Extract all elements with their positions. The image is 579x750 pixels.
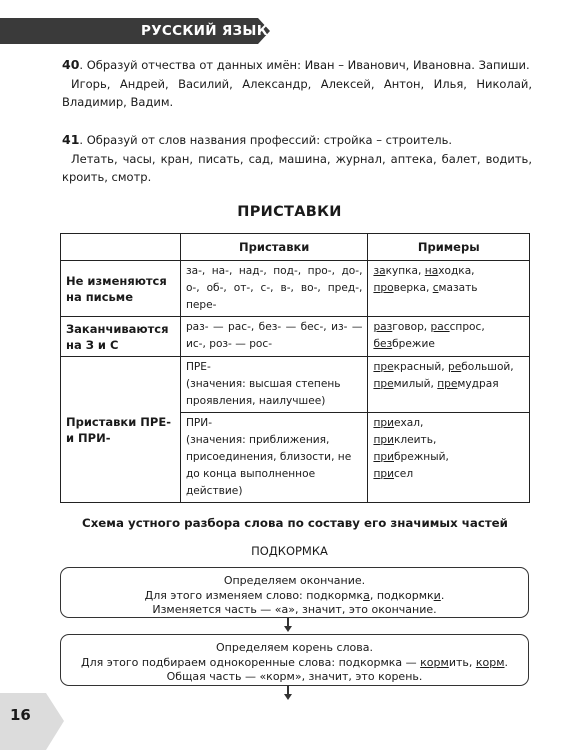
example-prefix: при [373,451,394,463]
row-category: Заканчиваются на З и С [61,317,181,357]
scheme-word: ПОДКОРМКА [251,544,328,558]
row-examples [368,261,530,317]
column-header: Приставки [180,234,367,261]
example-prefix: при [373,468,394,480]
step-line: Общая часть — «корм», значит, это корень. [166,670,423,683]
row-category: Не изменяются на письме [61,261,181,317]
example-prefix: без [373,338,393,350]
example-word: премилый, [373,378,438,390]
pre-cell [180,357,367,413]
example-word: разговор, [373,321,431,333]
exercise-number: 41 [62,132,80,147]
pre-heading: ПРЕ- [185,361,211,373]
example-prefix: пре [373,378,394,390]
pre-description: (значения: высшая степень проявления, наилучшее) [185,378,341,407]
step-line: Для этого подбираем однокоренные слова: подкормка — кормить, корм. [80,655,509,669]
example-word: проверка, [373,282,433,294]
example-prefix: за [373,265,386,277]
table-corner [61,234,181,261]
exercise-41 [62,131,532,187]
exercise-task: . Образуй отчества от данных имён: Иван – Иванович, Ивановна. Запиши. [79,58,530,72]
step-line: Для этого изменяем слово: подкормка, подкормки. [144,588,445,602]
example-word: приклеить, [373,434,437,446]
example-prefix: на [424,265,439,277]
example-prefix: при [373,417,394,429]
pri-examples [368,413,530,503]
step-box-ending [60,567,529,618]
pri-description: (значения: приближения, присоединения, близости, не до конца выполненное действие) [185,434,352,497]
example-prefix: рас [430,321,450,333]
exercise-list: Летать, часы, кран, писать, сад, машина, журнал, аптека, балет, водить, кроить, смотр. [62,151,532,184]
arrow-head-icon [284,626,292,632]
example-prefix: пре [373,361,394,373]
table-row [61,317,530,357]
table-header-row [61,234,530,261]
scheme-title: Схема устного разбора слова по составу его значимых частей [82,516,508,530]
page-number: 16 [10,706,31,724]
pri-heading: ПРИ- [185,417,213,429]
example-prefix: раз [373,321,393,333]
table-row [61,261,530,317]
example-prefix: при [373,434,394,446]
pri-cell [180,413,367,503]
example-word: приехал, [373,417,424,429]
example-prefix: с [432,282,439,294]
example-prefix: ре [447,361,462,373]
row-category: Приставки ПРЕ- и ПРИ- [61,357,181,503]
example-prefix: пре [437,378,458,390]
example-word: прибрежный, [373,451,449,463]
table-row [61,357,530,413]
column-header: Примеры [368,234,530,261]
step-heading: Определяем корень слова. [215,641,373,654]
example-word: расспрос, [430,321,485,333]
example-word: закупка, [373,265,425,277]
example-prefix: про [373,282,394,294]
row-examples [368,317,530,357]
exercise-list: Игорь, Андрей, Василий, Александр, Алексей, Антон, Илья, Николай, Владимир, Вадим. [62,76,532,109]
step-heading: Определяем окончание. [223,574,366,587]
example-word: находка, [424,265,475,277]
step-line: Изменяется часть — «а», значит, это окончание. [152,603,437,616]
exercise-number: 40 [62,57,80,72]
header-title: РУССКИЙ ЯЗЫК [141,23,269,39]
row-prefixes: за-, на-, над-, под-, про-, до-, о-, об-, от-, с-, в-, во-, пред-, пере- [180,261,367,317]
arrow-head-icon [284,694,292,700]
step-box-root [60,634,529,686]
section-title: ПРИСТАВКИ [237,204,342,220]
exercise-task: . Образуй от слов названия профессий: стройка – строитель. [79,133,453,147]
example-word: безбрежие [373,338,435,350]
prefix-table [60,233,530,503]
exercise-40 [62,56,532,112]
example-word: прекрасный, [373,361,448,373]
example-word: ребольшой, [447,361,514,373]
pre-examples [368,357,530,413]
example-word: присел [373,468,414,480]
example-word: смазать [432,282,478,294]
row-prefixes: раз- — рас-, без- — бес-, из- — ис-, роз- — рос- [180,317,367,357]
example-word: премудрая [437,378,499,390]
